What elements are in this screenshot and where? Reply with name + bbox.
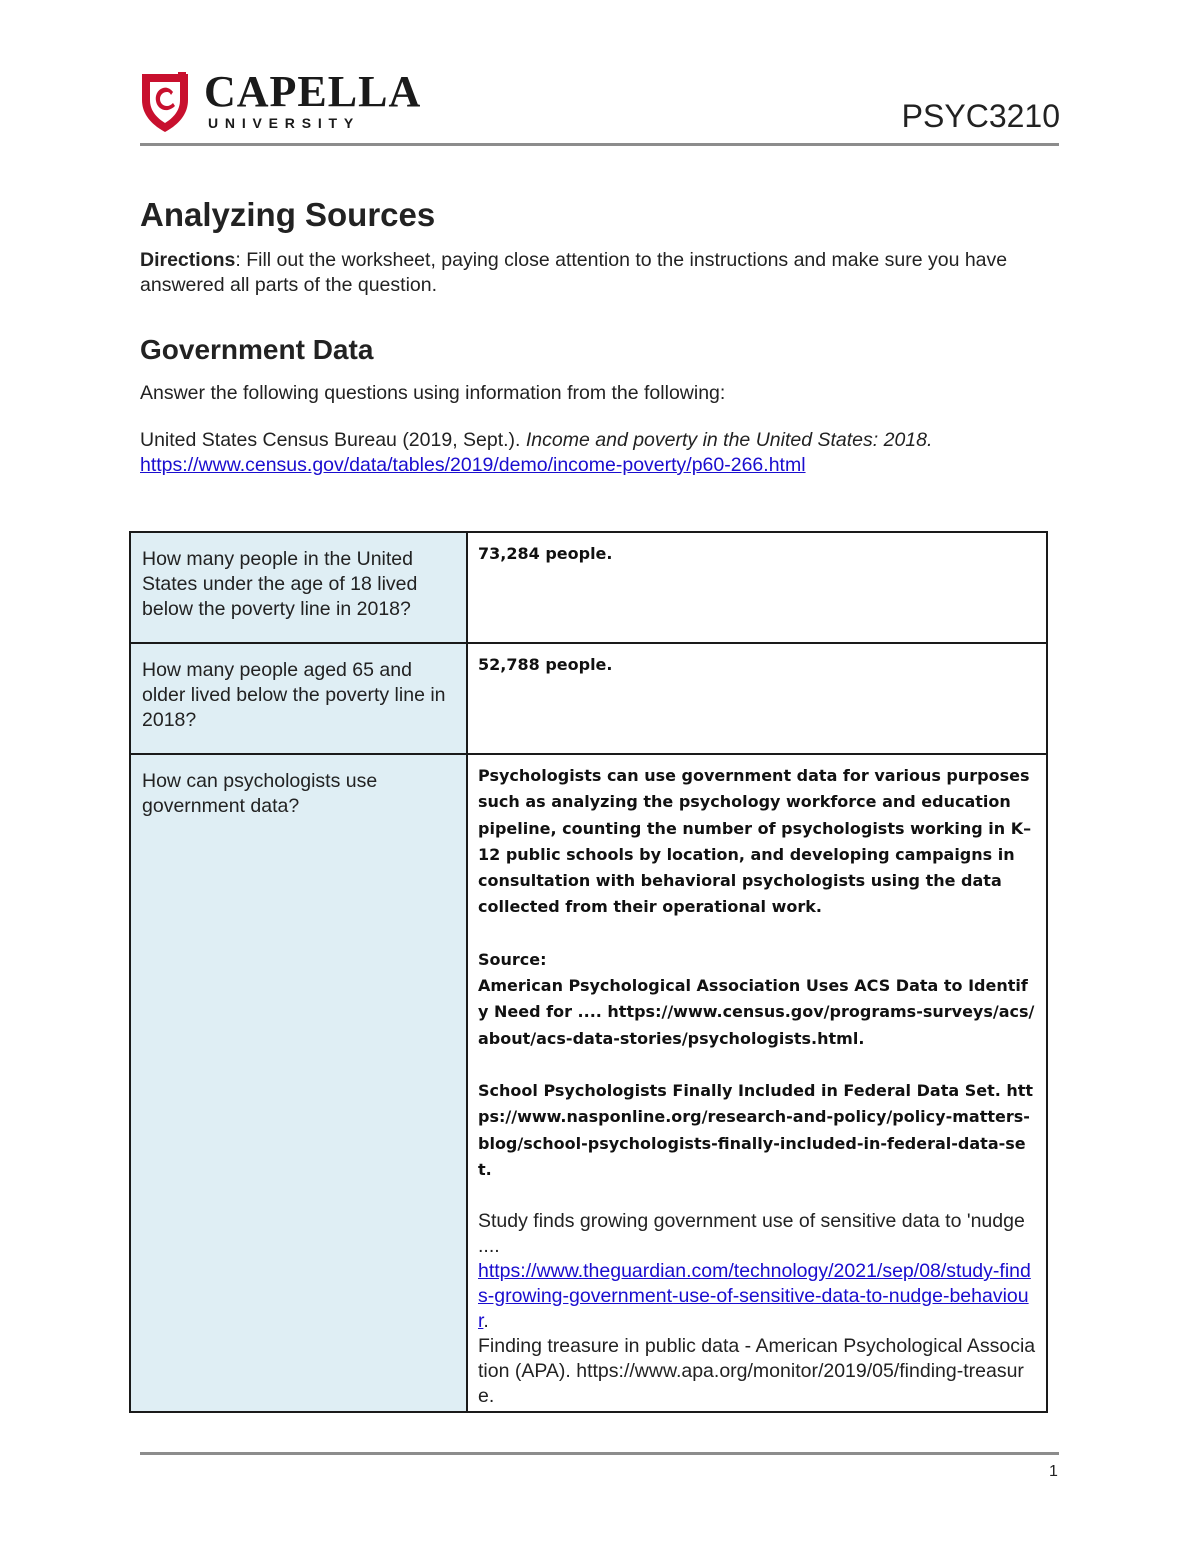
page-title: Analyzing Sources (140, 196, 436, 233)
answer-cell[interactable] (467, 643, 1047, 754)
source-citation: School Psychologists Finally Included in Federal Data Set. https://www.nasponline.org/research-and-policy/policy-matters-blog/school-psychologists-finally-included-in-federal-data-set. (478, 1080, 1034, 1179)
source-citation: Study finds growing government use of sensitive data to 'nudge .... https://www.theguardian.com/technology/2021/sep/08/study-finds-growing-government-use-of-sensitive-data-to-nudge-behaviour. (478, 1210, 1031, 1333)
answer-text: Psychologists can use government data for various purposes such as analyzing the psychology workforce and education pipeline, counting the number of psychologists working in K–12 public schools by location, and developing campaigns in consultation with behavioral psychologists using the data collected from their operational work. (478, 766, 1032, 917)
citation (140, 428, 1060, 478)
intro-text: Answer the following questions using information from the following: (140, 382, 726, 404)
course-code: PSYC3210 (901, 98, 1060, 134)
header-divider (140, 143, 1059, 146)
source-title: Study finds growing government use of sensitive data to 'nudge .... (478, 1210, 1025, 1258)
section-heading: Government Data (140, 334, 374, 365)
logo-wordmark: CAPELLA (204, 67, 422, 116)
directions-label: Directions (140, 249, 236, 271)
question-cell: How many people in the United States under the age of 18 lived below the poverty line in 2018? (130, 532, 467, 643)
citation-link[interactable]: https://www.census.gov/data/tables/2019/demo/income-poverty/p60-266.html (140, 454, 806, 476)
answer-cell[interactable] (467, 532, 1047, 643)
answer-cell[interactable] (467, 754, 1047, 1412)
source-label: Source: (478, 949, 547, 969)
footer-divider (140, 1452, 1059, 1455)
table-row (130, 643, 1047, 754)
question-cell: How many people aged 65 and older lived below the poverty line in 2018? (130, 643, 467, 754)
worksheet-table (129, 531, 1048, 1413)
capella-logo (140, 67, 440, 134)
citation-text: United States Census Bureau (2019, Sept.). (140, 429, 526, 451)
source-citation: American Psychological Association Uses ACS Data to Identify Need for .... https://www.census.gov/programs-surveys/acs/about/acs-data-stories/psychologists.html. (478, 976, 1035, 1048)
citation-title: Income and poverty in the United States: 2018. (525, 429, 933, 451)
source-citation: Finding treasure in public data - American Psychological Association (APA). https://www.apa.org/monitor/2019/05/finding-treasure. (478, 1335, 1036, 1408)
directions (140, 248, 1060, 298)
question-cell: How can psychologists use government data? (130, 754, 467, 1412)
directions-text: : Fill out the worksheet, paying close attention to the instructions and make sure you have answered all parts of the question. (140, 249, 1008, 296)
page-header (140, 66, 1060, 146)
table-row (130, 754, 1047, 1412)
page-number: 1 (1049, 1463, 1058, 1480)
answer-text: 73,284 people. (478, 544, 613, 563)
table-row (130, 532, 1047, 643)
source-link[interactable]: https://www.theguardian.com/technology/2021/sep/08/study-finds-growing-government-use-of-sensitive-data-to-nudge-behaviour (478, 1260, 1031, 1333)
capella-shield-icon (140, 70, 190, 134)
answer-text: 52,788 people. (478, 655, 613, 674)
logo-subtitle: UNIVERSITY (208, 115, 361, 131)
